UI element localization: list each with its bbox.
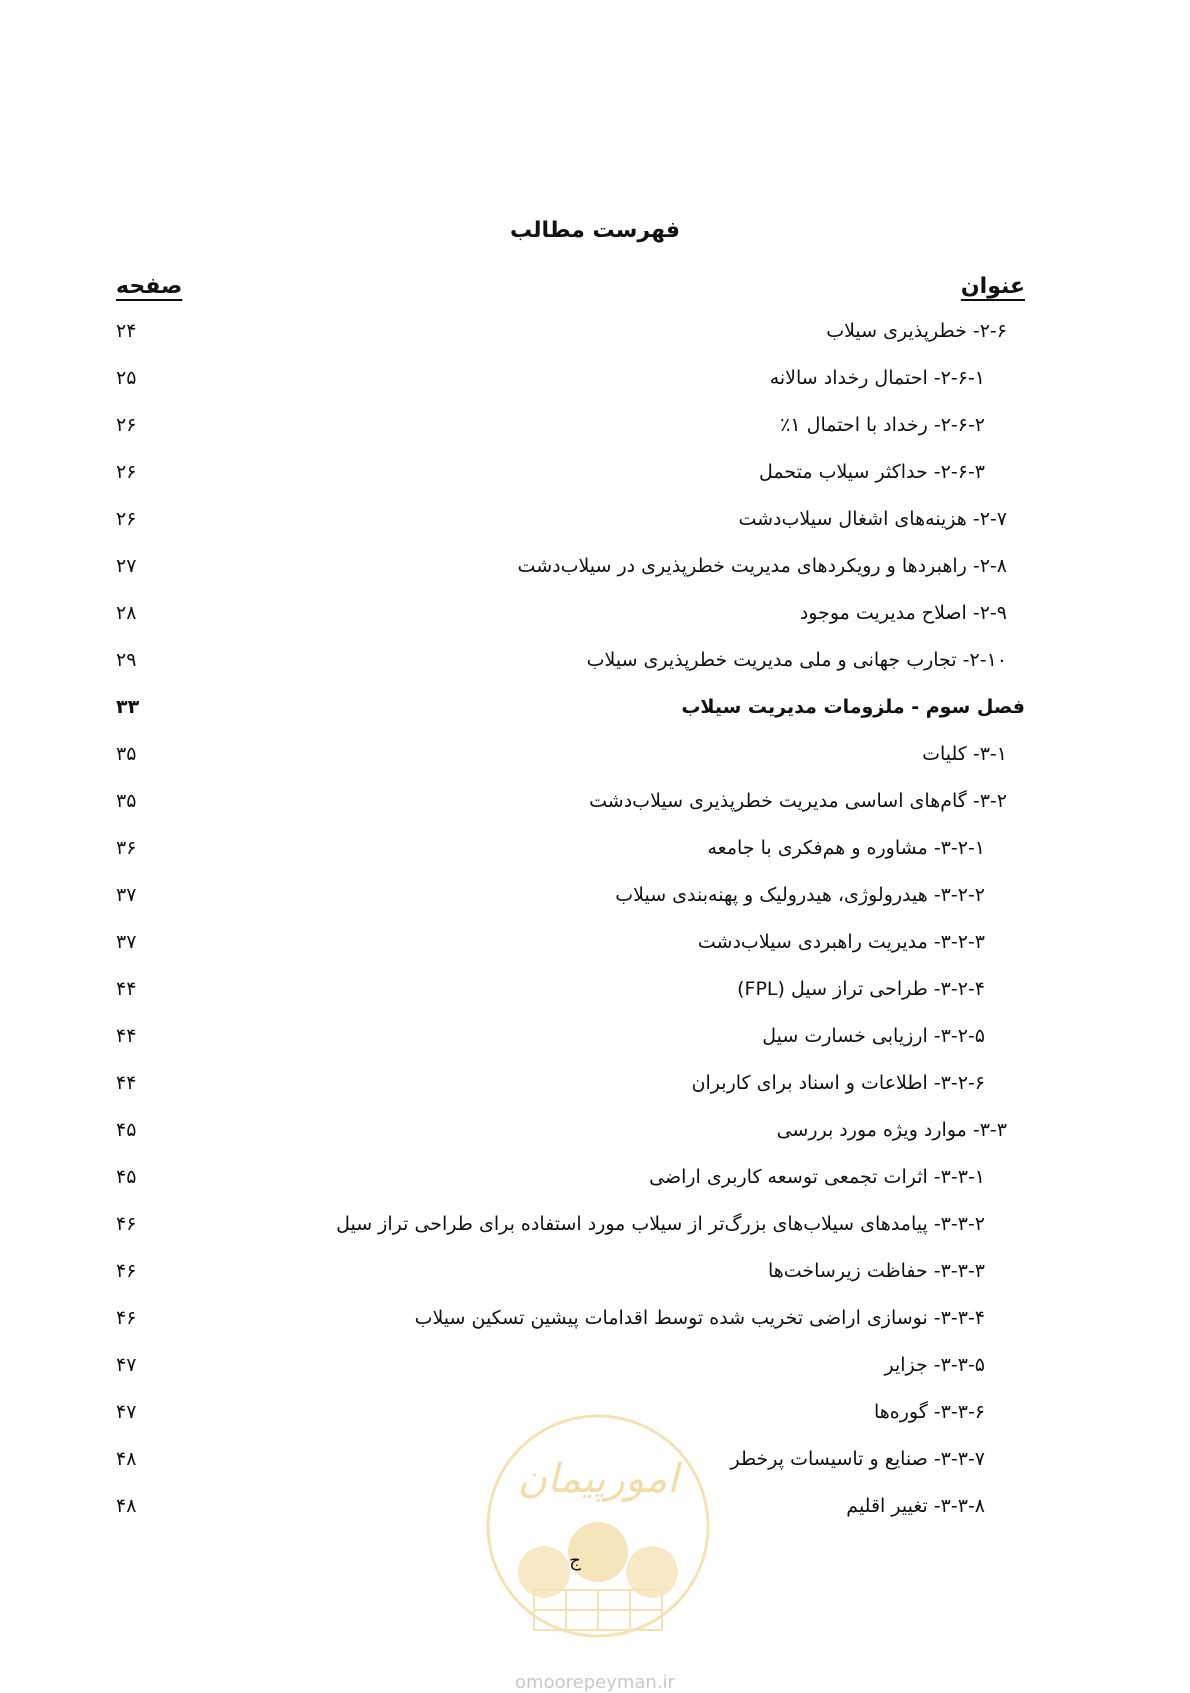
toc-row bbox=[0, 1346, 1190, 1393]
toc-entry-page: ۴۵ bbox=[116, 1119, 137, 1141]
toc-row bbox=[0, 1017, 1190, 1064]
toc-row bbox=[0, 1299, 1190, 1346]
watermark-logo-text: امورپیمان bbox=[517, 1456, 679, 1502]
toc-entry-page: ۴۶ bbox=[116, 1307, 137, 1329]
toc-entry-page: ۳۷ bbox=[116, 931, 137, 953]
toc-entry-title: ۳-۳-۸- تغییر اقلیم bbox=[846, 1495, 985, 1517]
toc-entry-page: ۳۳ bbox=[116, 696, 140, 718]
toc-entry-title: ۳-۳-۳- حفاظت زیرساخت‌ها bbox=[767, 1260, 985, 1282]
toc-entry-page: ۴۶ bbox=[116, 1260, 137, 1282]
page-number: ج bbox=[569, 1550, 581, 1571]
toc-entry-title: فصل سوم - ملزومات مدیریت سیلاب bbox=[681, 696, 1025, 718]
toc-entry-title: ۳-۲-۶- اطلاعات و اسناد برای کاربران bbox=[691, 1072, 985, 1094]
toc-row bbox=[0, 594, 1190, 641]
toc-entry-title: ۲-۱۰- تجارب جهانی و ملی مدیریت خطرپذیری سیلاب bbox=[586, 649, 1007, 671]
toc-entry-title: ۳-۲- گام‌های اساسی مدیریت خطرپذیری سیلاب‌دشت bbox=[589, 790, 1007, 812]
toc-row bbox=[0, 688, 1190, 735]
toc-row bbox=[0, 547, 1190, 594]
toc-entry-title: ۳-۳-۱- اثرات تجمعی توسعه کاربری اراضی bbox=[649, 1166, 985, 1188]
watermark-url: omoorepeyman.ir bbox=[515, 1672, 675, 1693]
toc-entry-page: ۲۶ bbox=[116, 414, 137, 436]
toc-row bbox=[0, 782, 1190, 829]
toc-entry-page: ۴۷ bbox=[116, 1354, 137, 1376]
toc-entry-title: ۳-۲-۳- مدیریت راهبردی سیلاب‌دشت bbox=[697, 931, 985, 953]
toc-entry-title: ۳-۲-۲- هیدرولوژی، هیدرولیک و پهنه‌بندی سیلاب bbox=[615, 884, 985, 906]
toc-entry-page: ۲۸ bbox=[116, 602, 137, 624]
toc-row bbox=[0, 453, 1190, 500]
toc-entry-page: ۲۶ bbox=[116, 461, 137, 483]
toc-entry-title: ۳-۳-۷- صنایع و تاسیسات پرخطر bbox=[730, 1448, 985, 1470]
toc-entry-page: ۴۵ bbox=[116, 1166, 137, 1188]
toc-entry-title: ۲-۷- هزینه‌های اشغال سیلاب‌دشت bbox=[738, 508, 1007, 530]
toc-entry-title: ۳-۳-۶- گوره‌ها bbox=[873, 1401, 985, 1423]
toc-row bbox=[0, 406, 1190, 453]
toc-entry-title: ۳-۳- موارد ویژه مورد بررسی bbox=[776, 1119, 1007, 1141]
toc-row bbox=[0, 970, 1190, 1017]
toc-entry-title: ۳-۲-۵- ارزیابی خسارت سیل bbox=[762, 1025, 985, 1047]
toc-entry-page: ۲۷ bbox=[116, 555, 137, 577]
toc-entry-page: ۳۷ bbox=[116, 884, 137, 906]
toc-entry-title: ۳-۳-۵- جزایر bbox=[884, 1354, 985, 1376]
toc-row bbox=[0, 829, 1190, 876]
toc-entry-title: ۲-۶- خطرپذیری سیلاب bbox=[826, 320, 1007, 342]
title-column-heading: عنوان bbox=[960, 274, 1025, 299]
toc-entry-page: ۴۸ bbox=[116, 1495, 137, 1517]
watermark-logo bbox=[484, 1412, 712, 1640]
toc-entry-page: ۴۴ bbox=[116, 978, 137, 1000]
toc-entry-title: ۲-۶-۲- رخداد با احتمال ۱٪ bbox=[780, 414, 985, 436]
toc-entry-title: ۳-۲-۱- مشاوره و هم‌فکری با جامعه bbox=[707, 837, 985, 859]
toc-entry-page: ۳۶ bbox=[116, 837, 137, 859]
toc-entry-page: ۲۹ bbox=[116, 649, 137, 671]
toc-row bbox=[0, 359, 1190, 406]
toc-entry-title: ۲-۹- اصلاح مدیریت موجود bbox=[799, 602, 1007, 624]
toc-row bbox=[0, 312, 1190, 359]
toc-entry-page: ۴۴ bbox=[116, 1072, 137, 1094]
toc-entry-page: ۲۶ bbox=[116, 508, 137, 530]
toc-row bbox=[0, 1064, 1190, 1111]
toc-entry-page: ۴۶ bbox=[116, 1213, 137, 1235]
toc-entry-title: ۳-۳-۴- نوسازی اراضی تخریب شده توسط اقدامات پیشین تسکین سیلاب bbox=[414, 1307, 985, 1329]
table-of-contents bbox=[0, 312, 1190, 1534]
toc-row bbox=[0, 735, 1190, 782]
toc-row bbox=[0, 1205, 1190, 1252]
toc-row bbox=[0, 1252, 1190, 1299]
page-title: فهرست مطالب bbox=[509, 218, 681, 243]
toc-entry-page: ۴۸ bbox=[116, 1448, 137, 1470]
toc-row bbox=[0, 1111, 1190, 1158]
toc-entry-page: ۴۷ bbox=[116, 1401, 137, 1423]
toc-entry-title: ۲-۶-۳- حداکثر سیلاب متحمل bbox=[759, 461, 985, 483]
toc-entry-page: ۲۴ bbox=[116, 320, 137, 342]
toc-entry-page: ۲۵ bbox=[116, 367, 137, 389]
toc-row bbox=[0, 1158, 1190, 1205]
toc-entry-page: ۴۴ bbox=[116, 1025, 137, 1047]
toc-row bbox=[0, 876, 1190, 923]
toc-row bbox=[0, 923, 1190, 970]
toc-entry-title: ۳-۱- کلیات bbox=[922, 743, 1007, 765]
page-column-heading: صفحه bbox=[116, 274, 183, 299]
toc-entry-title: ۳-۳-۲- پیامدهای سیلاب‌های بزرگ‌تر از سیلاب مورد استفاده برای طراحی تراز سیل bbox=[336, 1213, 985, 1235]
toc-row bbox=[0, 500, 1190, 547]
toc-entry-page: ۳۵ bbox=[116, 790, 137, 812]
toc-entry-title: ۲-۸- راهبردها و رویکردهای مدیریت خطرپذیری در سیلاب‌دشت bbox=[517, 555, 1007, 577]
toc-entry-title: ۲-۶-۱- احتمال رخداد سالانه bbox=[769, 367, 985, 389]
toc-entry-page: ۳۵ bbox=[116, 743, 137, 765]
toc-row bbox=[0, 641, 1190, 688]
toc-entry-title: ۳-۲-۴- طراحی تراز سیل (FPL) bbox=[737, 978, 985, 1000]
